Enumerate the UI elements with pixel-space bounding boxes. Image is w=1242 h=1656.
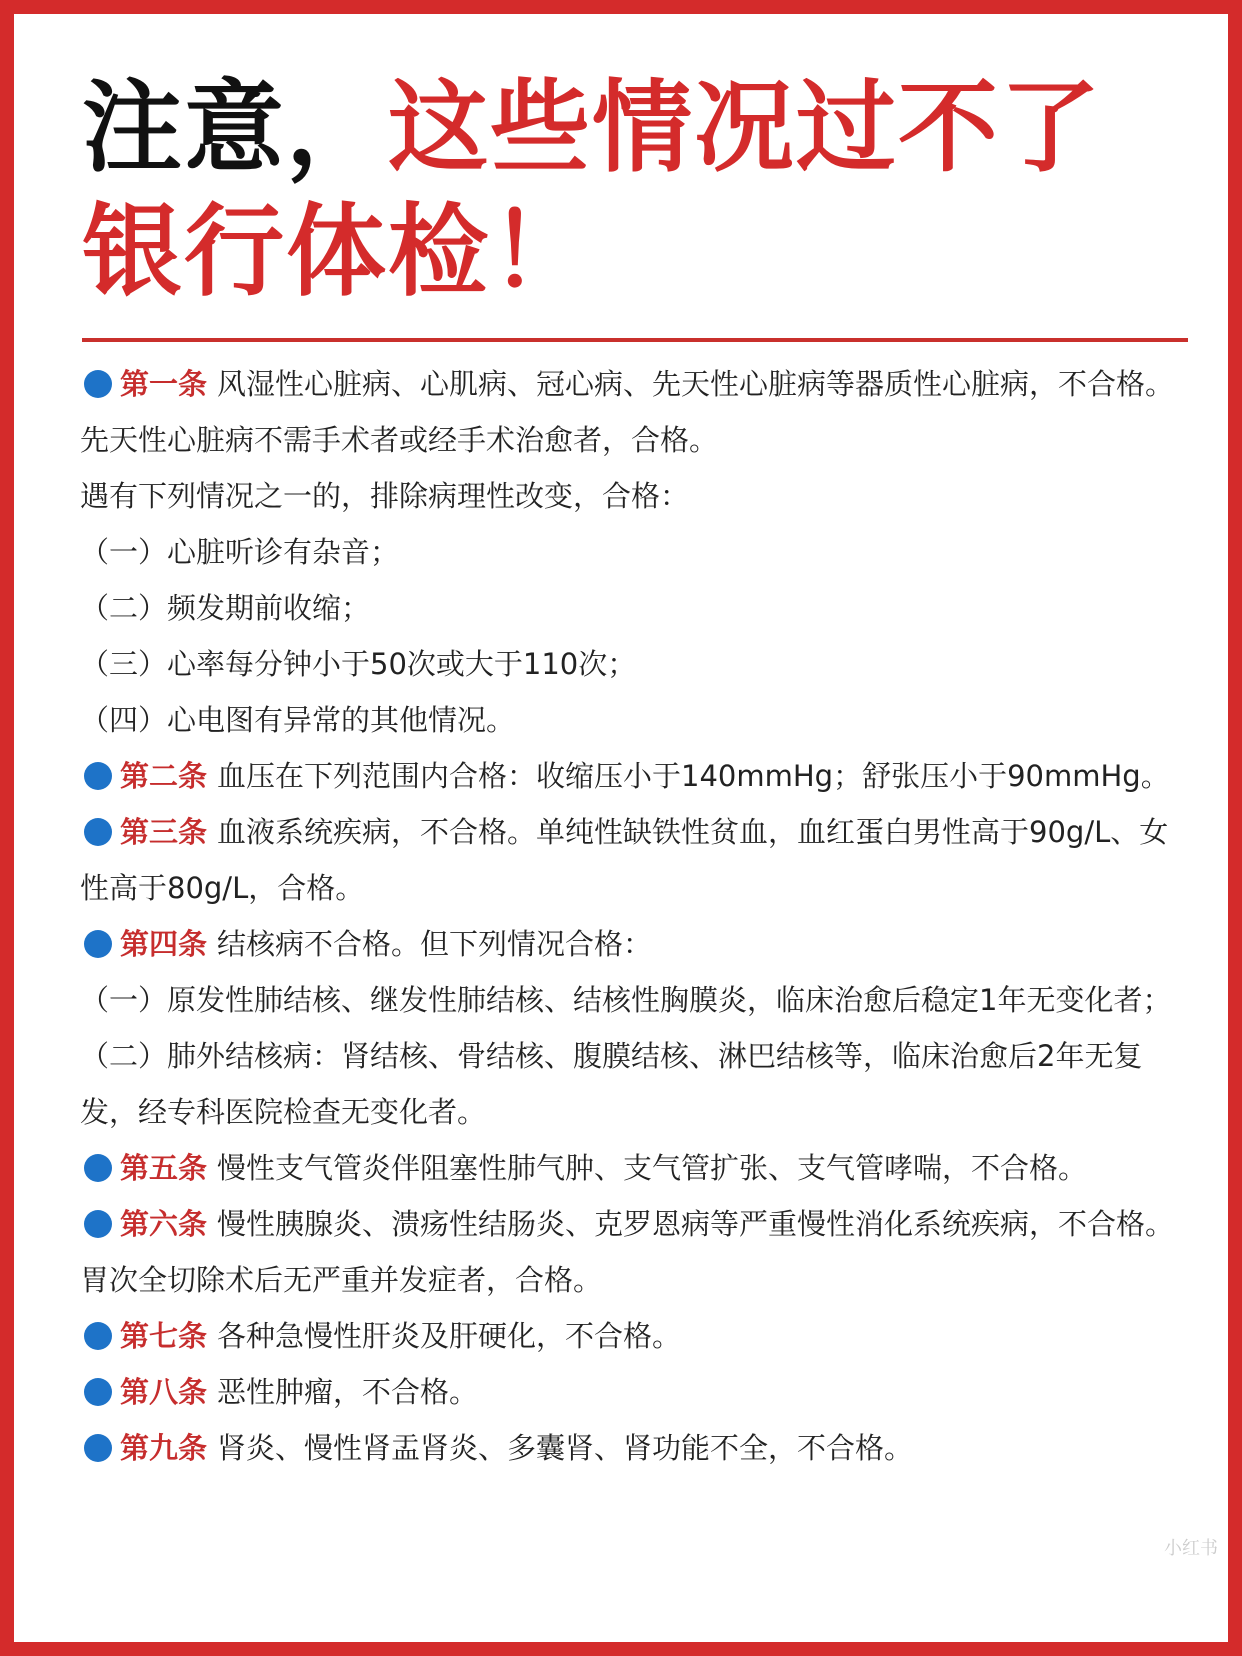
clause-text: 风湿性心脏病、心肌病、冠心病、先天性心脏病等器质性心脏病，不合格。先天性心脏病不需手术者或经手术治愈者，合格。 — [80, 367, 1175, 457]
clause-text: 慢性支气管炎伴阻塞性肺气肿、支气管扩张、支气管哮喘，不合格。 — [217, 1151, 1088, 1185]
article-body — [80, 356, 1192, 1476]
bullet-dot-icon — [84, 1154, 112, 1182]
paragraph: 遇有下列情况之一的，排除病理性改变，合格： — [80, 479, 690, 513]
clause-text: 肾炎、慢性肾盂肾炎、多囊肾、肾功能不全，不合格。 — [217, 1431, 914, 1465]
title-black: 注意， — [82, 69, 388, 186]
clause-label: 第三条 — [120, 815, 208, 849]
paragraph — [80, 1308, 1192, 1364]
bullet-dot-icon — [84, 1322, 112, 1350]
clause-label: 第一条 — [120, 367, 208, 401]
paragraph: （二）肺外结核病：肾结核、骨结核、腹膜结核、淋巴结核等，临床治愈后2年无复发，经专科医院检查无变化者。 — [80, 1039, 1143, 1129]
clause-label: 第二条 — [120, 759, 208, 793]
bullet-dot-icon — [84, 370, 112, 398]
paragraph — [80, 804, 1192, 916]
clause-text: 恶性肿瘤，不合格。 — [217, 1375, 479, 1409]
watermark: 小红书 — [1164, 1538, 1218, 1559]
clause-text: 血液系统疾病，不合格。单纯性缺铁性贫血，血红蛋白男性高于90g/L、女性高于80g/L，合格。 — [80, 815, 1169, 905]
paragraph: （三）心率每分钟小于50次或大于110次； — [80, 647, 637, 681]
paragraph — [80, 1196, 1192, 1308]
clause-label: 第六条 — [120, 1207, 208, 1241]
page-title — [82, 66, 1192, 314]
bullet-dot-icon — [84, 762, 112, 790]
bullet-dot-icon — [84, 1210, 112, 1238]
paragraph: （一）原发性肺结核、继发性肺结核、结核性胸膜炎，临床治愈后稳定1年无变化者； — [80, 983, 1172, 1017]
paragraph: （四）心电图有异常的其他情况。 — [80, 703, 516, 737]
clause-label: 第四条 — [120, 927, 208, 961]
paragraph — [80, 748, 1192, 804]
clause-label: 第七条 — [120, 1319, 208, 1353]
clause-label: 第五条 — [120, 1151, 208, 1185]
clause-text: 血压在下列范围内合格：收缩压小于140mmHg；舒张压小于90mmHg。 — [217, 759, 1170, 793]
title-divider — [82, 338, 1188, 342]
clause-text: 结核病不合格。但下列情况合格： — [217, 927, 653, 961]
bullet-dot-icon — [84, 1378, 112, 1406]
clause-label: 第八条 — [120, 1375, 208, 1409]
clause-text: 慢性胰腺炎、溃疡性结肠炎、克罗恩病等严重慢性消化系统疾病，不合格。胃次全切除术后无严重并发症者，合格。 — [80, 1207, 1175, 1297]
clause-label: 第九条 — [120, 1431, 208, 1465]
paragraph: （二）频发期前收缩； — [80, 591, 371, 625]
title-red-line2: 银行体检！ — [82, 193, 592, 310]
title-red-line1: 这些情况过不了 — [388, 69, 1102, 186]
paragraph — [80, 1140, 1192, 1196]
paragraph — [80, 356, 1192, 468]
bullet-dot-icon — [84, 930, 112, 958]
paragraph — [80, 1420, 1192, 1476]
bullet-dot-icon — [84, 818, 112, 846]
paragraph: （一）心脏听诊有杂音； — [80, 535, 400, 569]
paragraph — [80, 916, 1192, 972]
bullet-dot-icon — [84, 1434, 112, 1462]
paragraph — [80, 1364, 1192, 1420]
clause-text: 各种急慢性肝炎及肝硬化，不合格。 — [217, 1319, 682, 1353]
